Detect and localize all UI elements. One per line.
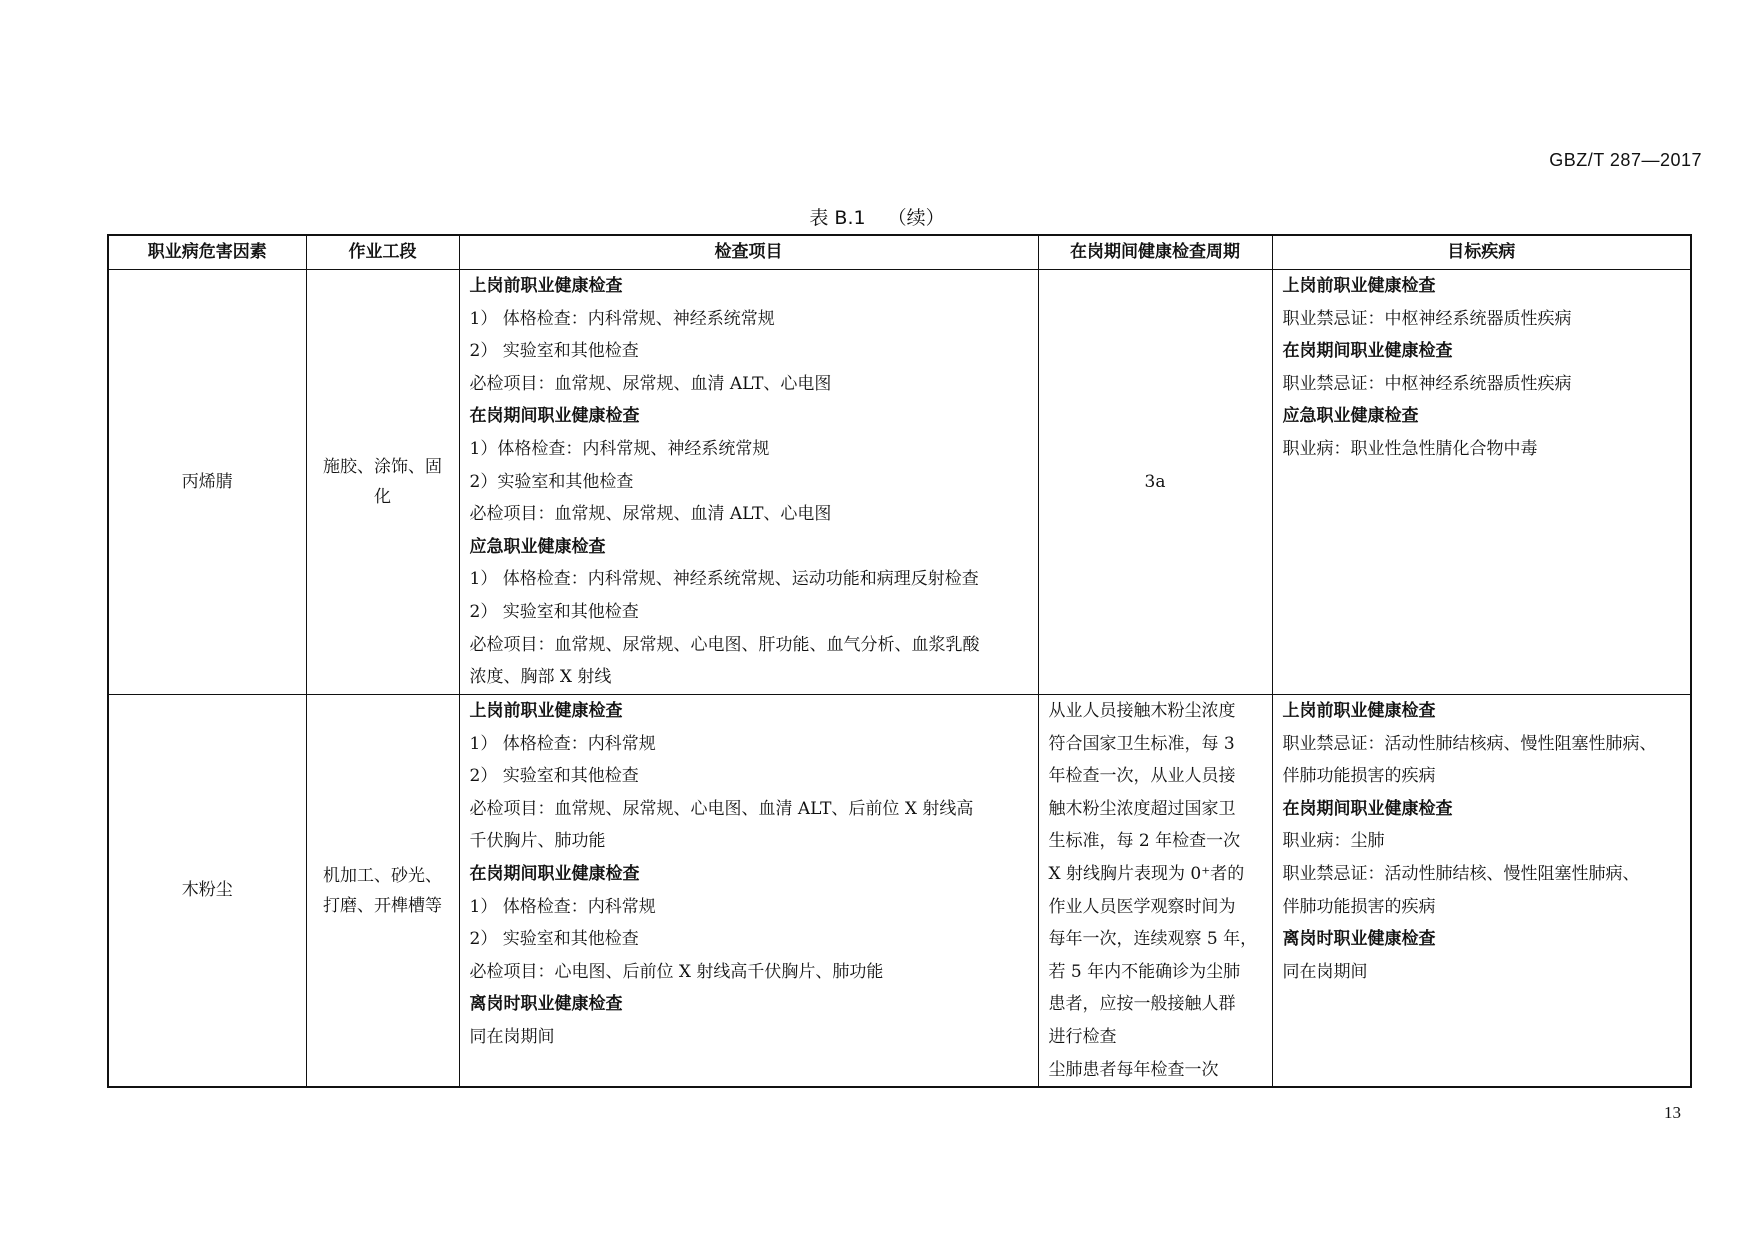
list-line: 职业禁忌证：中枢神经系统器质性疾病 (1282, 373, 1572, 394)
list-line: 1） 体格检查：内科常规、神经系统常规、运动功能和病理反射检查 (469, 569, 979, 590)
section-heading: 上岗前职业健康检查 (1282, 701, 1436, 721)
text-line: 从业人员接触木粉尘浓度 (1048, 701, 1236, 721)
section-heading: 应急职业健康检查 (1282, 406, 1419, 427)
list-line: 1） 体格检查：内科常规 (469, 896, 656, 917)
text-line: 机加工、砂光、 (323, 865, 442, 886)
period-cell: 3a (1038, 270, 1272, 695)
list-line: 浓度、胸部 X 射线 (469, 667, 612, 688)
section-heading: 离岗时职业健康检查 (469, 994, 623, 1015)
column-header-factor: 职业病危害因素 (108, 235, 306, 270)
section-heading: 上岗前职业健康检查 (1282, 276, 1436, 296)
table-caption-label: 表 B.1 (809, 207, 866, 229)
text-line: 触木粉尘浓度超过国家卫 (1048, 798, 1236, 819)
list-line: 必检项目：血常规、尿常规、心电图、血清 ALT、后前位 X 射线高 (469, 798, 974, 819)
list-line: 伴肺功能损害的疾病 (1282, 766, 1436, 787)
list-line: 职业禁忌证：活动性肺结核病、慢性阻塞性肺病、 (1282, 733, 1657, 754)
section-heading: 在岗期间职业健康检查 (469, 863, 640, 884)
list-line: 1） 体格检查：内科常规 (469, 733, 656, 754)
column-header-disease: 目标疾病 (1272, 235, 1691, 270)
text-line: X 射线胸片表现为 0⁺者的 (1048, 863, 1245, 884)
list-line: 2） 实验室和其他检查 (469, 766, 639, 787)
list-line: 2） 实验室和其他检查 (469, 929, 639, 950)
exam-items-cell (459, 695, 1038, 1088)
list-line: 1）体格检查：内科常规、神经系统常规 (469, 438, 770, 459)
table-caption-suffix: （续） (887, 207, 945, 229)
column-header-stage: 作业工段 (306, 235, 459, 270)
page-number: 13 (1664, 1103, 1681, 1122)
table-caption (0, 203, 1754, 230)
column-header-period: 在岗期间健康检查周期 (1038, 235, 1272, 270)
list-line: 同在岗期间 (1282, 961, 1368, 982)
table-row (108, 270, 1691, 695)
section-heading: 在岗期间职业健康检查 (469, 406, 640, 427)
list-line: 伴肺功能损害的疾病 (1282, 896, 1436, 917)
target-disease-cell (1272, 270, 1691, 695)
list-line: 千伏胸片、肺功能 (469, 831, 606, 852)
list-line: 必检项目：心电图、后前位 X 射线高千伏胸片、肺功能 (469, 961, 884, 982)
section-heading: 在岗期间职业健康检查 (1282, 341, 1453, 362)
stage-cell (306, 695, 459, 1088)
list-line: 2） 实验室和其他检查 (469, 341, 639, 362)
text-line: 年检查一次，从业人员接 (1048, 766, 1236, 787)
list-line: 职业病：尘肺 (1282, 831, 1385, 852)
text-line: 生标准，每 2 年检查一次 (1048, 831, 1241, 852)
section-heading: 在岗期间职业健康检查 (1282, 798, 1453, 819)
list-line: 2） 实验室和其他检查 (469, 601, 639, 622)
period-cell (1038, 695, 1272, 1088)
table-header-row (108, 235, 1691, 270)
list-line: 2）实验室和其他检查 (469, 471, 634, 492)
standard-code: GBZ/T 287—2017 (1549, 150, 1702, 170)
stage-cell: 施胶、涂饰、固化 (306, 270, 459, 695)
text-line: 符合国家卫生标准，每 3 (1048, 733, 1235, 754)
list-line: 职业病：职业性急性腈化合物中毒 (1282, 438, 1538, 459)
list-line: 必检项目：血常规、尿常规、心电图、肝功能、血气分析、血浆乳酸 (469, 634, 980, 655)
target-disease-cell (1272, 695, 1691, 1088)
list-line: 必检项目：血常规、尿常规、血清 ALT、心电图 (469, 504, 832, 525)
text-line: 作业人员医学观察时间为 (1048, 896, 1236, 917)
list-line: 职业禁忌证：活动性肺结核、慢性阻塞性肺病、 (1282, 863, 1640, 884)
section-heading: 上岗前职业健康检查 (469, 276, 623, 296)
text-line: 打磨、开榫槽等 (323, 895, 442, 916)
factor-cell: 丙烯腈 (108, 270, 306, 695)
section-heading: 离岗时职业健康检查 (1282, 929, 1436, 950)
section-heading: 应急职业健康检查 (469, 536, 606, 557)
text-line: 每年一次，连续观察 5 年， (1048, 929, 1258, 950)
list-line: 1） 体格检查：内科常规、神经系统常规 (469, 308, 775, 329)
list-line: 必检项目：血常规、尿常规、血清 ALT、心电图 (469, 373, 832, 394)
health-check-table (107, 234, 1692, 1088)
text-line: 进行检查 (1048, 1026, 1117, 1047)
exam-items-cell (459, 270, 1038, 695)
section-heading: 上岗前职业健康检查 (469, 701, 623, 721)
factor-cell: 木粉尘 (108, 695, 306, 1088)
list-line: 同在岗期间 (469, 1026, 555, 1047)
text-line: 若 5 年内不能确诊为尘肺 (1048, 961, 1241, 982)
text-line: 患者，应按一般接触人群 (1048, 994, 1236, 1015)
list-line: 职业禁忌证：中枢神经系统器质性疾病 (1282, 308, 1572, 329)
text-line: 尘肺患者每年检查一次 (1048, 1059, 1219, 1080)
table-row (108, 695, 1691, 1088)
column-header-exam: 检查项目 (459, 235, 1038, 270)
